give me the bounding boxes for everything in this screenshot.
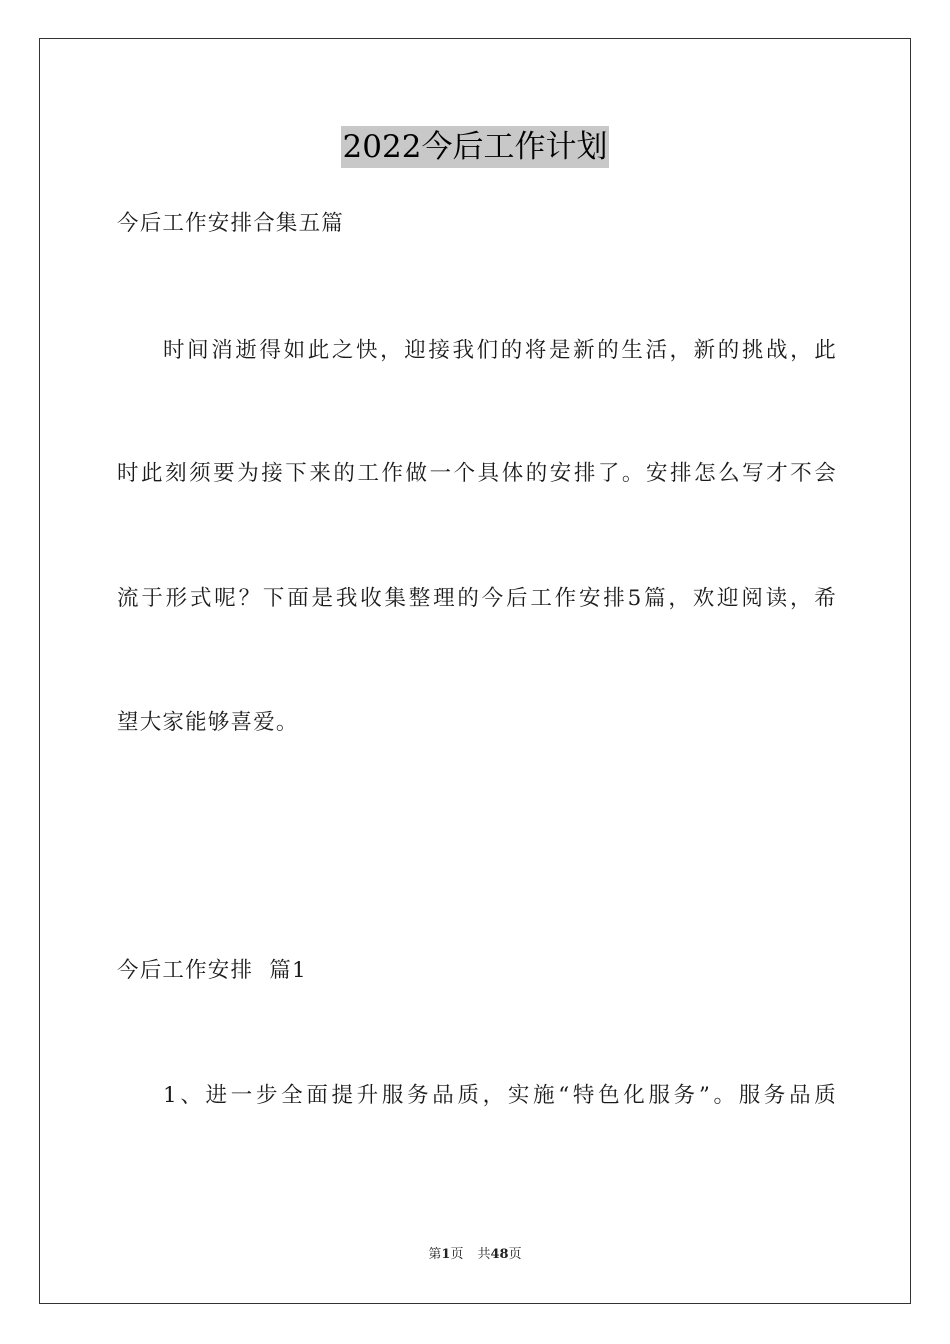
intro-line-2: 时此刻须要为接下来的工作做一个具体的安排了。安排怎么写才不会 — [117, 461, 837, 486]
intro-line-3: 流于形式呢？下面是我收集整理的今后工作安排5篇，欢迎阅读，希 — [117, 586, 837, 611]
document-subtitle: 今后工作安排合集五篇 — [117, 211, 345, 236]
footer-page-prefix: 第 — [428, 1247, 442, 1262]
footer-page-suffix: 页 — [450, 1247, 464, 1262]
page-footer — [0, 1246, 950, 1264]
footer-total-suffix: 页 — [508, 1247, 522, 1262]
footer-page-number: 1 — [441, 1247, 451, 1262]
section-heading: 今后工作安排 篇1 — [117, 958, 307, 983]
footer-total-prefix: 共 — [477, 1247, 491, 1262]
intro-line-4: 望大家能够喜爱。 — [117, 710, 299, 735]
title-container — [0, 126, 950, 168]
footer-total-number: 48 — [490, 1247, 509, 1262]
document-title: 2022今后工作计划 — [341, 126, 610, 168]
intro-line-1: 时间消逝得如此之快，迎接我们的将是新的生活，新的挑战，此 — [163, 338, 837, 363]
section-paragraph-line-1: 1、进一步全面提升服务品质，实施“特色化服务”。服务品质 — [163, 1083, 837, 1108]
